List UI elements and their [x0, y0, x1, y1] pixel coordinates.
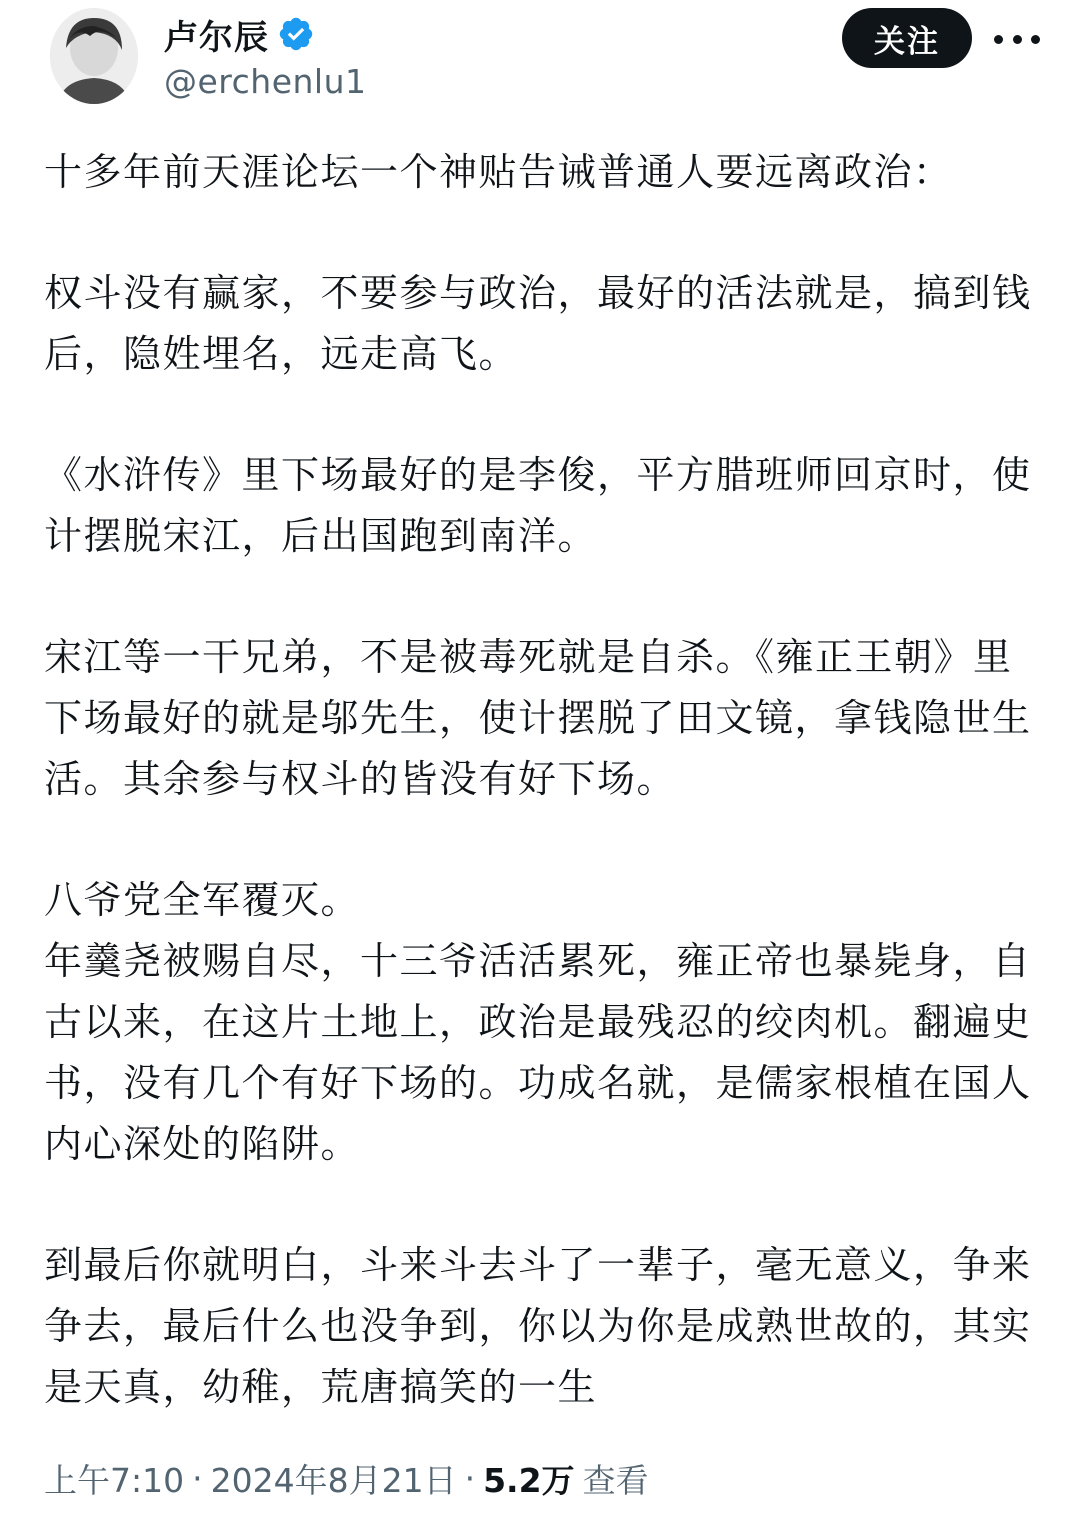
views-label: 查看	[582, 1460, 649, 1500]
follow-button[interactable]: 关注	[842, 8, 972, 68]
post-paragraph: 到最后你就明白，斗来斗去斗了一辈子，毫无意义，争来争去，最后什么也没争到，你以为你是成熟世故的，其实是天真，幼稚，荒唐搞笑的一生	[44, 1243, 1032, 1409]
more-horizontal-icon	[994, 35, 1003, 44]
author-handle[interactable]: @erchenlu1	[164, 62, 367, 101]
post-paragraph: 十多年前天涯论坛一个神贴告诫普通人要远离政治：	[44, 150, 953, 194]
post-meta	[44, 1450, 649, 1506]
author-name-row	[164, 10, 315, 58]
post-paragraph: 宋江等一干兄弟，不是被毒死就是自杀。《雍正王朝》里下场最好的就是邬先生，使计摆脱了田文镜，拿钱隐世生活。其余参与权斗的皆没有好下场。	[44, 635, 1032, 801]
meta-separator: ·	[192, 1458, 203, 1498]
post-time[interactable]: 上午7:10	[44, 1460, 185, 1500]
meta-separator: ·	[464, 1458, 476, 1498]
post-paragraph: 八爷党全军覆灭。 年羹尧被赐自尽，十三爷活活累死，雍正帝也暴毙身，自古以来，在这片土地上，政治是最残忍的绞肉机。翻遍史书，没有几个有好下场的。功成名就，是儒家根植在国人内心深处的陷阱。	[44, 878, 1032, 1166]
post-paragraph: 权斗没有赢家，不要参与政治，最好的活法就是，搞到钱后，隐姓埋名，远走高飞。	[44, 271, 1032, 376]
more-options-button[interactable]	[994, 22, 1040, 56]
avatar[interactable]	[50, 8, 138, 104]
avatar-image	[50, 8, 138, 104]
post-date[interactable]: 2024年8月21日	[210, 1460, 457, 1500]
more-horizontal-icon	[1013, 35, 1022, 44]
post-text	[44, 142, 1034, 1418]
verified-badge-icon	[277, 15, 315, 53]
views-count[interactable]: 5.2万	[483, 1460, 575, 1500]
more-horizontal-icon	[1031, 35, 1040, 44]
post-paragraph: 《水浒传》里下场最好的是李俊，平方腊班师回京时，使计摆脱宋江，后出国跑到南洋。	[44, 453, 1032, 558]
post-header	[0, 0, 1080, 120]
author-display-name[interactable]: 卢尔辰	[164, 17, 269, 58]
